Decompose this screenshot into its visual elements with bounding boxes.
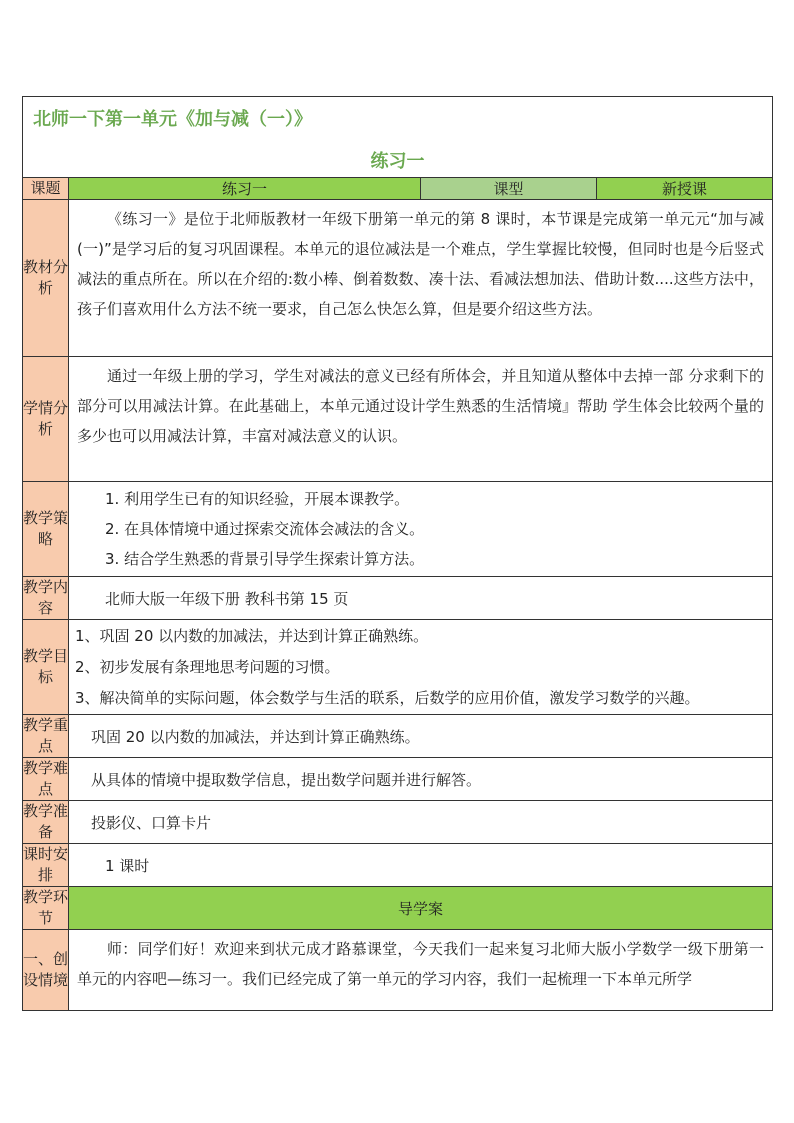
list-item: 2、初步发展有条理地思考问题的习惯。 bbox=[75, 657, 340, 676]
teaching-goals-label: 教学目标 bbox=[23, 620, 69, 715]
lesson-plan-table bbox=[22, 96, 773, 1011]
list-item: 3、解决简单的实际问题，体会数学与生活的联系，后数学的应用价值，激发学习数学的兴趣。 bbox=[75, 688, 700, 707]
topic-label: 课题 bbox=[23, 178, 69, 200]
teaching-strategy-label: 教学策略 bbox=[23, 482, 69, 577]
teaching-strategy-list bbox=[69, 482, 773, 577]
key-points-label: 教学重点 bbox=[23, 715, 69, 758]
difficulties-label: 教学难点 bbox=[23, 758, 69, 801]
process-label: 教学环节 bbox=[23, 887, 69, 930]
list-item: 3. 结合学生熟悉的背景引导学生探索计算方法。 bbox=[105, 550, 425, 568]
teaching-goals-list bbox=[69, 620, 773, 715]
topic-value: 练习一 bbox=[69, 178, 421, 200]
intro-text: 师：同学们好！欢迎来到状元成才路慕课堂，今天我们一起来复习北师大版小学数学一级下册第一单元的内容吧—练习一。我们已经完成了第一单元的学习内容，我们一起梳理一下本单元所学 bbox=[69, 930, 773, 1011]
teaching-content-text: 北师大版一年级下册 教科书第 15 页 bbox=[69, 577, 773, 620]
lesson-type-label: 课型 bbox=[421, 178, 597, 200]
intro-label: 一、创设情境 bbox=[23, 930, 69, 1011]
schedule-text: 1 课时 bbox=[69, 844, 773, 887]
lesson-type-value: 新授课 bbox=[597, 178, 773, 200]
schedule-label: 课时安排 bbox=[23, 844, 69, 887]
list-item: 1、巩固 20 以内数的加减法，并达到计算正确熟练。 bbox=[75, 626, 429, 645]
lesson-plan-page bbox=[22, 96, 772, 1011]
textbook-analysis-text: 《练习一》是位于北师版教材一年级下册第一单元的第 8 课时，本节课是完成第一单元元“加与减(一)”是学习后的复习巩固课程。本单元的退位减法是一个难点，学生掌握比较慢，但同时也是今后竖式减法的重点所在。所以在介绍的:数小棒、倒着数数、凑十法、看减法想加法、借助计数....这些方法中，孩子们喜欢用什么方法不统一要求，自己怎么快怎么算，但是要介绍这些方法。 bbox=[69, 200, 773, 357]
process-value: 导学案 bbox=[69, 887, 773, 930]
student-analysis-text: 通过一年级上册的学习，学生对减法的意义已经有所体会，并且知道从整体中去掉一部 分求剩下的部分可以用减法计算。在此基础上，本单元通过设计学生熟悉的生活情境』帮助 学生体会比较两个量的多少也可以用减法计算，丰富对减法意义的认识。 bbox=[69, 357, 773, 482]
list-item: 1. 利用学生已有的知识经验，开展本课教学。 bbox=[105, 490, 410, 508]
key-points-text: 巩固 20 以内数的加减法，并达到计算正确熟练。 bbox=[69, 715, 773, 758]
difficulties-text: 从具体的情境中提取数学信息，提出数学问题并进行解答。 bbox=[69, 758, 773, 801]
document-title: 北师一下第一单元《加与减（一）》 bbox=[33, 109, 312, 130]
student-analysis-label: 学情分析 bbox=[23, 357, 69, 482]
list-item: 2. 在具体情境中通过探索交流体会减法的含义。 bbox=[105, 520, 425, 538]
preparation-text: 投影仪、口算卡片 bbox=[69, 801, 773, 844]
preparation-label: 教学准备 bbox=[23, 801, 69, 844]
textbook-analysis-label: 教材分析 bbox=[23, 200, 69, 357]
teaching-content-label: 教学内容 bbox=[23, 577, 69, 620]
title-cell bbox=[23, 97, 773, 178]
document-subtitle: 练习一 bbox=[370, 151, 425, 172]
